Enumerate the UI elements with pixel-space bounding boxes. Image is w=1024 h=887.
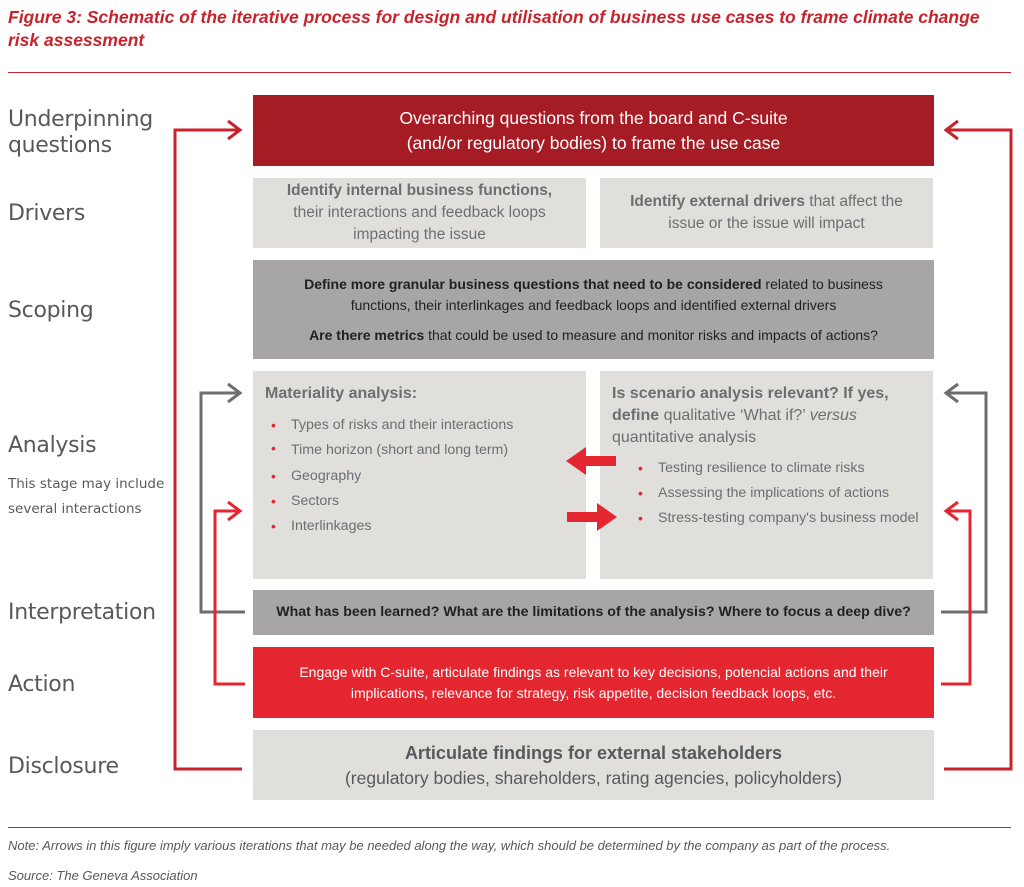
outer-loop-left-arrow: [175, 121, 242, 769]
red-loop-right-arrow: [941, 502, 970, 684]
scoping-line2-rest: that could be used to measure and monitor risks and impacts of actions?: [424, 326, 878, 343]
scoping-line1-bold: Define more granular business questions that need to be considered: [304, 275, 762, 292]
outer-loop-right-arrow: [944, 121, 1011, 769]
source-text: Source: The Geneva Association: [8, 868, 198, 883]
grey-loop-right-arrow: [941, 384, 986, 612]
stage-label-action: Action: [8, 672, 76, 697]
scenario-define: define: [612, 407, 660, 424]
stage-label-analysis: Analysis: [8, 433, 97, 458]
drivers-internal-rest: their interactions and feedback loops impacting the issue: [293, 204, 546, 243]
scoping-line1-rest: related to business functions, their interlinkages and feedback loops and identified external drivers: [350, 275, 883, 313]
bottom-rule: [8, 827, 1011, 828]
scoping-line2-bold: Are there metrics: [309, 326, 425, 343]
center-right-arrow: [567, 503, 617, 531]
scenario-tail: quantitative analysis: [612, 429, 757, 446]
red-loop-left-arrow: [215, 502, 245, 684]
interpretation-text: What has been learned? What are the limitations of the analysis? Where to focus a deep dive?: [276, 604, 911, 620]
scenario-item: • Testing resilience to climate risks: [658, 456, 921, 481]
center-left-arrow: [566, 447, 616, 475]
drivers-internal-bold: Identify internal business functions,: [286, 182, 553, 199]
action-text: Engage with C-suite, articulate findings as relevant to key decisions, potencial actions and their implications, relevance for strategy, risk appetite, decision feedback loops, etc.: [299, 663, 888, 701]
scenario-item: • Assessing the implications of actions: [658, 481, 921, 506]
disclosure-bold: Articulate findings for external stakeholders: [404, 742, 783, 763]
materiality-item: • Geography: [291, 464, 574, 489]
drivers-external-rest: that affect the issue or the issue will impact: [668, 193, 903, 232]
drivers-external-bold: Identify external drivers: [630, 193, 805, 210]
materiality-item: • Interlinkages: [291, 514, 574, 539]
materiality-item: • Sectors: [291, 489, 574, 514]
stage-label-interpretation: Interpretation: [8, 600, 156, 625]
stage-label-drivers: Drivers: [8, 201, 86, 226]
stage-label-analysis-sub: This stage may include several interactions: [8, 476, 165, 517]
underpinning-text: Overarching questions from the board and C-suite (and/or regulatory bodies) to frame the use case: [399, 107, 788, 153]
scenario-title: Is scenario analysis relevant? If yes,: [612, 385, 889, 402]
materiality-item: • Types of risks and their interactions: [291, 413, 574, 438]
stage-label-underpinning: Underpinning questions: [8, 107, 153, 158]
note-text: Note: Arrows in this figure imply various iterations that may be needed along the way, which should be determined by the company as part of the process.: [8, 838, 891, 853]
stage-label-disclosure: Disclosure: [8, 754, 119, 779]
materiality-item: • Time horizon (short and long term): [291, 438, 574, 464]
materiality-title: Materiality analysis:: [265, 385, 418, 402]
stage-label-scoping: Scoping: [8, 298, 94, 323]
scenario-item: • Stress-testing company's business model: [658, 506, 921, 531]
scenario-versus: versus: [809, 407, 857, 424]
scenario-define-rest: qualitative ‘What if?’: [659, 407, 810, 424]
grey-loop-left-arrow: [201, 384, 245, 612]
figure-title: Figure 3: Schematic of the iterative process for design and utilisation of business use cases to frame climate change risk assessment: [8, 7, 980, 50]
disclosure-rest: (regulatory bodies, shareholders, rating agencies, policyholders): [344, 767, 843, 788]
